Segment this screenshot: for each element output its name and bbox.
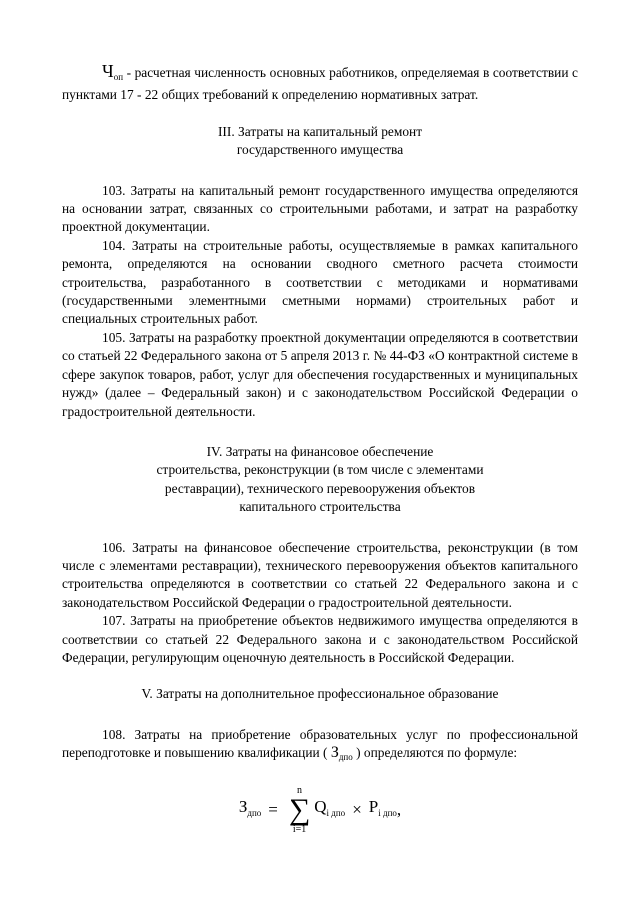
paragraph-107: 107. Затраты на приобретение объектов недвижимого имущества определяются в соответствии со статьей 22 Федерального закона и с законодательством Российской Федерации, регулирующим оценочную деятельность в Российской Федерации. [62,613,578,665]
section-3-heading [62,123,578,160]
section-5-title: V. Затраты на дополнительное профессиональное образование [141,686,499,702]
term-q-letter: Q [314,796,327,816]
section-4-title-line-3: реставрации), технического перевооружения объектов [164,480,476,496]
sum-lower-limit: i=1 [292,823,307,835]
paragraph-106: 106. Затраты на финансовое обеспечение строительства, реконструкции (в том числе с элементами реставрации), технического перевооружения объектов капитального строительства определяются в соответствии со статьей 22 Федерального закона и с законодательством Российской Федерации о градостроительной деятельности. [62,539,578,610]
symbol-ch-op [102,61,123,81]
formula-lhs-letter: З [238,796,248,816]
formula-lhs-subscript: дпо [247,807,262,818]
section-3-title-line-2: государственного имущества [236,142,404,158]
symbol-z-dpo [331,744,353,761]
inline-symbol-subscript: дпо [338,752,353,763]
symbol-subscript: оп [113,72,124,82]
formula-equals: = [268,799,278,819]
formula-times: × [352,799,362,819]
symbol-letter: Ч [102,61,114,81]
paragraph-105: 105. Затраты на разработку проектной документации определяются в соответствии со статьей 22 Федерального закона от 5 апреля 2013 г. № 44-ФЗ «О контрактной системе в сфере закупок товаров, работ, услуг для обеспечения государственных и муниципальных нужд» (далее – Федеральный закон) и с законодательством Российской Федерации о градостроительной деятельности. [62,329,578,419]
definition-paragraph [62,62,578,105]
formula-z-dpo [62,785,578,835]
section-4-title-line-1: IV. Затраты на финансовое обеспечение [206,443,434,459]
section-4-title-line-2: строительства, реконструкции (в том числе с элементами [156,462,484,478]
term-q-subscript: i дпо [326,807,346,818]
term-p-letter: P [368,796,379,816]
section-5-heading [62,685,578,703]
section-4-heading [62,443,578,517]
formula-end-comma: , [396,799,402,819]
formula-lhs [239,797,261,823]
paragraph-108-tail: ) определяются по формуле: [356,745,518,761]
formula-sum [289,785,310,835]
paragraph-108-text: 108. Затраты на приобретение образовательных услуг по профессиональной переподготовке и повышению квалификации ( [62,726,578,761]
formula-term-p [369,797,397,823]
document-content [62,62,578,835]
section-3-title-line-1: III. Затраты на капитальный ремонт [217,123,423,139]
definition-text: - расчетная численность основных работников, определяемая в соответствии с пунктами 17 - 22 общих требований к определению нормативных затрат. [62,65,578,103]
paragraph-104: 104. Затраты на строительные работы, осуществляемые в рамках капитального ремонта, определяются на основании сводного сметного расчета стоимости строительства, разработанного в соответствии с методиками и нормативами (государственными элементными сметными нормами) строительных работ и специальных строительных работ. [62,237,578,327]
sum-sign: ∑ [288,792,311,826]
section-4-title-line-4: капитального строительства [239,499,401,515]
sum-upper-limit: n [297,784,303,796]
paragraph-108 [62,726,578,767]
inline-symbol-letter: З [330,744,339,762]
paragraph-103: 103. Затраты на капитальный ремонт государственного имущества определяются на основании затрат, связанных со строительными работами, и затрат на разработку проектной документации. [62,182,578,235]
formula-term-q [314,797,345,823]
term-p-subscript: i дпо [378,807,397,818]
